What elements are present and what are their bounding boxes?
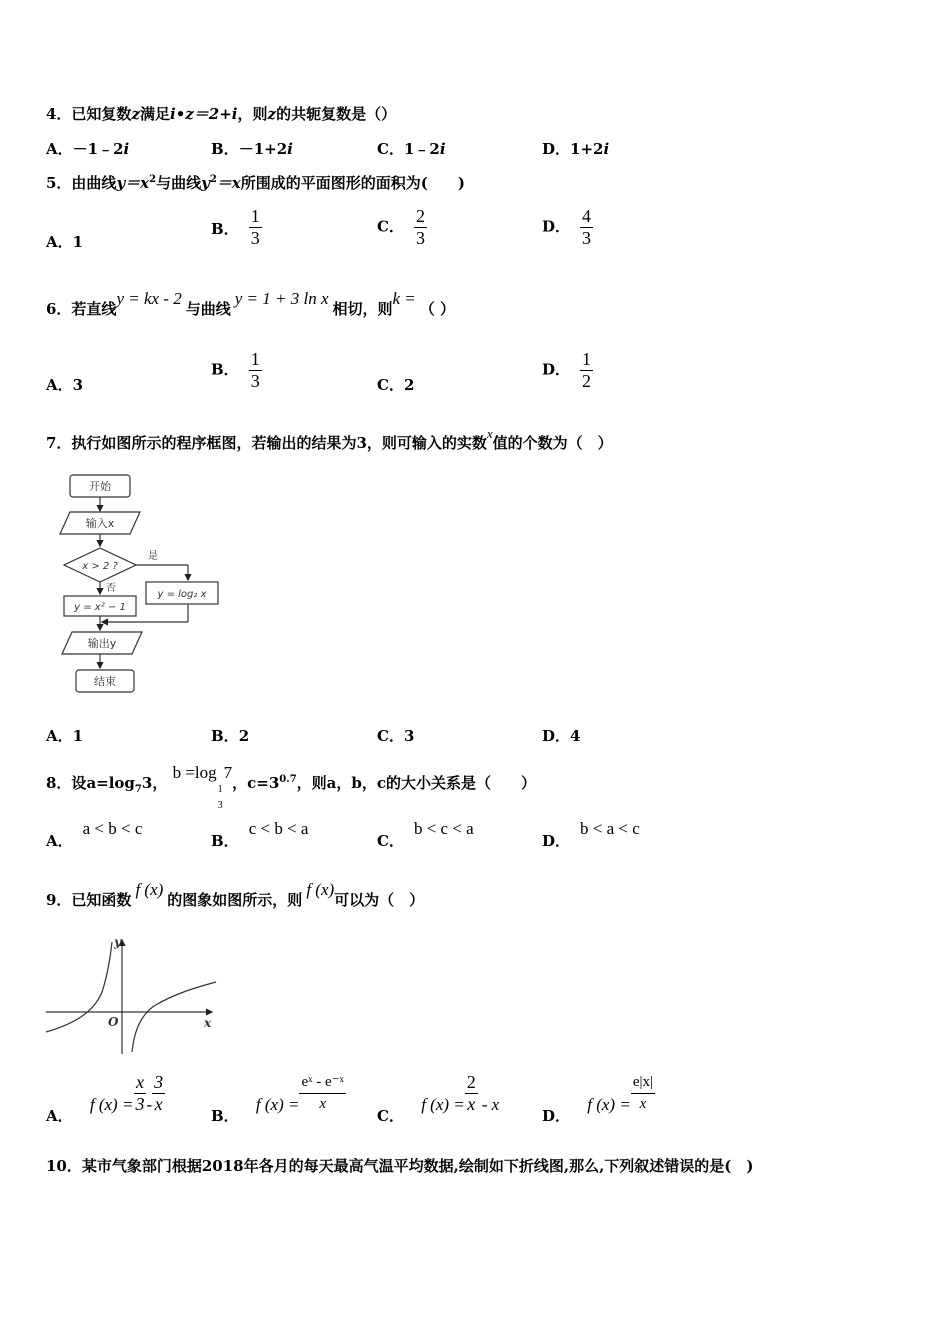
question-10-stem: 10．某市气象部门根据2018年各月的每天最高气温平均数据,绘制如下折线图,那么,下列叙述错误的是( ) (46, 1157, 754, 1175)
flow-cond-label: x > 2 ? (82, 561, 118, 572)
question-6-stem: 6．若直线y = kx - 2与曲线y = 1 + 3 ln x相切，则k =（ ） (46, 289, 456, 318)
flow-right-box-label: y = log₂ x (157, 589, 207, 600)
question-4-stem: 4．已知复数z满足i•z＝2+i，则z的共轭复数是（） (46, 105, 397, 123)
flow-left-box-label: y = x² − 1 (74, 602, 126, 613)
q7-option-c[interactable]: C．3 (377, 727, 415, 745)
q7-option-d[interactable]: D．4 (542, 727, 581, 745)
curve-left-branch (46, 942, 112, 1032)
question-8-stem: 8．设$a=\log_73$， b =log 1 3 7，$c=3^{0.7}$，则a，b，c的大小关系是（ ） (46, 763, 537, 811)
graph-y-label: y (114, 935, 121, 949)
function-graph (44, 932, 224, 1057)
q4-option-a[interactable]: A．－1﹣2i (46, 140, 130, 158)
q6-option-a[interactable]: A．3 (46, 376, 84, 394)
q8-option-d[interactable]: D．b < a < c (542, 819, 640, 850)
q7-option-b[interactable]: B．2 (211, 727, 250, 745)
q9-option-b[interactable]: B． f (x) = $\frac{\text{eˣ - e⁻ˣ}}{x}$ (211, 1074, 344, 1125)
graph-origin-label: O (108, 1015, 119, 1029)
q5-option-d[interactable]: D． $\frac{4}{3}$ (542, 206, 592, 248)
q4-option-b[interactable]: B．－1+2i (211, 140, 293, 158)
question-5-stem: 5．由曲线$y=x^2$与曲线$y^2=x$所围成的平面图形的面积为( ) (46, 174, 465, 192)
q4-option-c[interactable]: C．1﹣2i (377, 140, 446, 158)
question-7-stem: 7．执行如图所示的程序框图，若输出的结果为3，则可输入的实数x值的个数为（ ） (46, 426, 613, 452)
q5-option-a[interactable]: A．1 (46, 233, 84, 251)
q5-option-c[interactable]: C． $\frac{2}{3}$ (377, 206, 425, 248)
q7-option-a[interactable]: A．1 (46, 727, 84, 745)
q6-option-c[interactable]: C．2 (377, 376, 415, 394)
q5-option-b[interactable]: B． $\frac{1}{3}$ (211, 206, 260, 248)
q8-option-c[interactable]: C．b < c < a (377, 819, 474, 850)
flow-end-label: 结束 (94, 675, 116, 688)
q9-option-d[interactable]: D． f (x) = $\frac{e|x|}{x}$ (542, 1074, 653, 1125)
flow-start-label: 开始 (89, 480, 111, 493)
question-9-stem: 9．已知函数f (x)的图象如图所示，则f (x)可以为（ ） (46, 880, 425, 909)
q6-option-b[interactable]: B． $\frac{1}{3}$ (211, 349, 260, 391)
q9-option-c[interactable]: C． f (x) = $\frac{2}{x}$ - x (377, 1072, 500, 1125)
flow-no-label: 否 (106, 583, 116, 594)
graph-x-label: x (204, 1016, 212, 1030)
q8-option-b[interactable]: B．c < b < a (211, 819, 309, 850)
flowchart (56, 470, 226, 700)
q9-option-a[interactable]: A． f (x) = $\frac{x}{3}$ - $\frac{3}{x}$ (46, 1072, 164, 1125)
flow-output-label: 输出y (87, 637, 117, 650)
q8-option-a[interactable]: A．a < b < c (46, 819, 143, 850)
flow-input-label: 输入x (85, 517, 115, 530)
q6-option-d[interactable]: D． $\frac{1}{2}$ (542, 349, 592, 391)
flow-yes-label: 是 (148, 551, 158, 562)
q4-option-d[interactable]: D．1+2i (542, 140, 610, 158)
